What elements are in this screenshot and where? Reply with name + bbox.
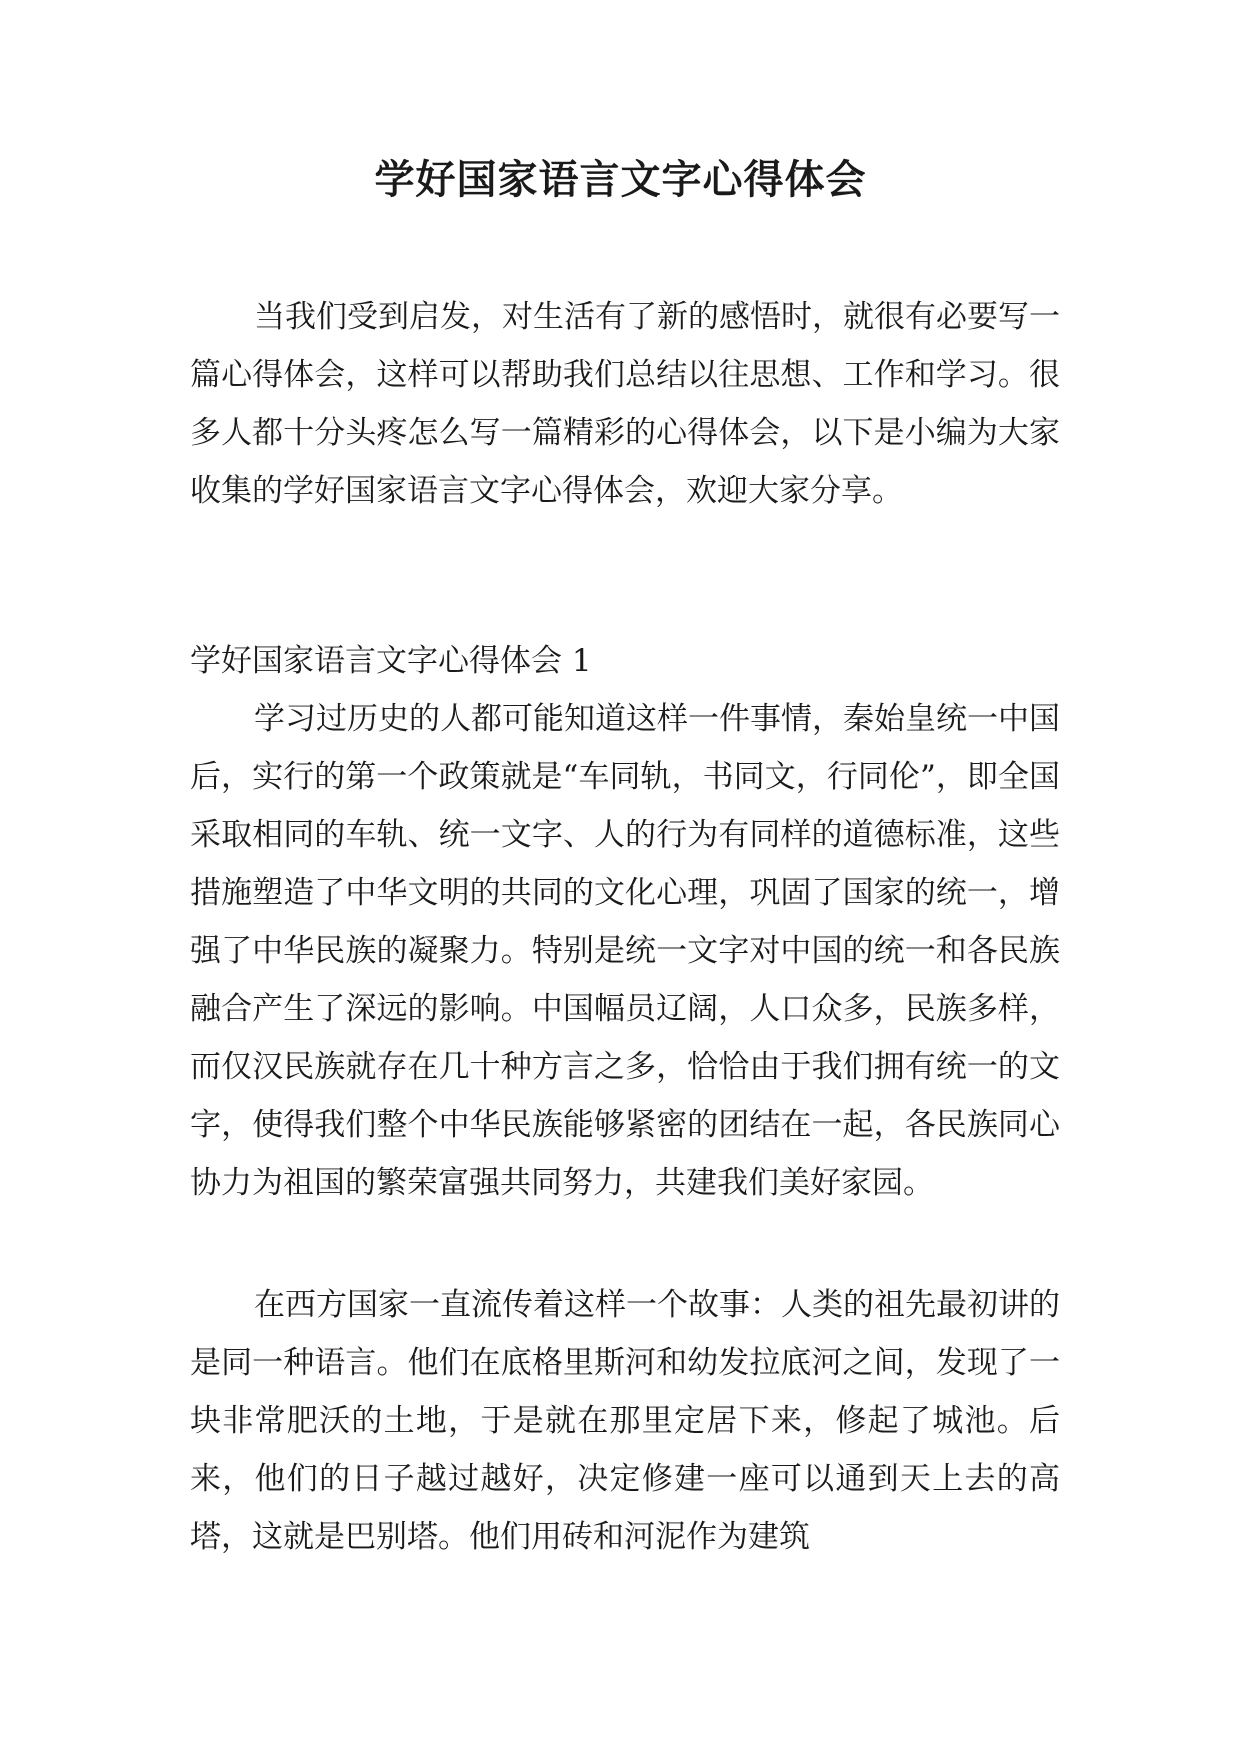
- body-paragraph-1: 学习过历史的人都可能知道这样一件事情，秦始皇统一中国后，实行的第一个政策就是“车同轨，书同文，行同伦”，即全国采取相同的车轨、统一文字、人的行为有同样的道德标准，这些措施塑造了中华文明的共同的文化心理，巩固了国家的统一，增强了中华民族的凝聚力。特别是统一文字对中国的统一和各民族融合产生了深远的影响。中国幅员辽阔，人口众多，民族多样，而仅汉民族就存在几十种方言之多，恰恰由于我们拥有统一的文字，使得我们整个中华民族能够紧密的团结在一起，各民族同心协力为祖国的繁荣富强共同努力，共建我们美好家园。: [190, 701, 1060, 1201]
- body-paragraph-2: 在西方国家一直流传着这样一个故事：人类的祖先最初讲的是同一种语言。他们在底格里斯河和幼发拉底河之间，发现了一块非常肥沃的土地，于是就在那里定居下来，修起了城池。后来，他们的日子越过越好，决定修建一座可以通到天上去的高塔，这就是巴别塔。他们用砖和河泥作为建筑: [190, 1287, 1060, 1555]
- section-heading: 学好国家语言文字心得体会 1: [190, 643, 592, 679]
- intro-paragraph: 当我们受到启发，对生活有了新的感悟时，就很有必要写一篇心得体会，这样可以帮助我们总结以往思想、工作和学习。很多人都十分头疼怎么写一篇精彩的心得体会，以下是小编为大家收集的学好国家语言文字心得体会，欢迎大家分享。: [190, 299, 1060, 509]
- document-title: 学好国家语言文字心得体会: [374, 157, 867, 203]
